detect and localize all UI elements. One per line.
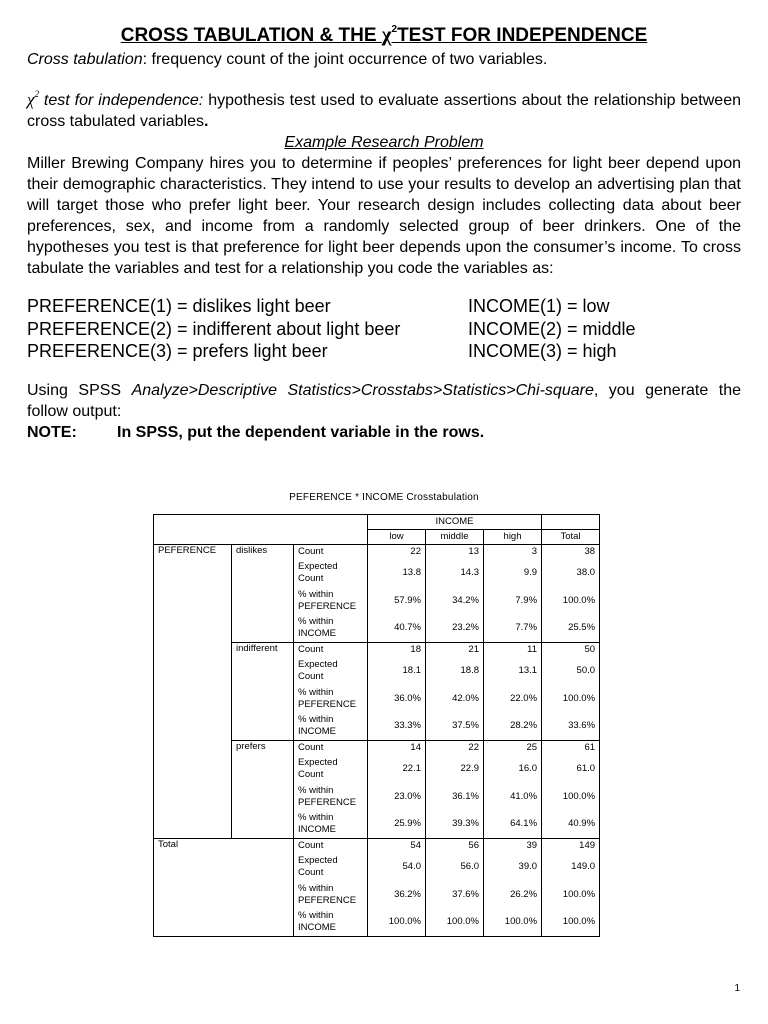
preference-code-3: PREFERENCE(3) = prefers light beer	[27, 341, 328, 361]
stat-label: Count	[294, 741, 368, 755]
stat-label: % within PEFERENCE	[294, 783, 368, 811]
preference-code-2: PREFERENCE(2) = indifferent about light beer	[27, 318, 401, 339]
cell-value: 54.0	[368, 853, 426, 881]
cell-value: 100.0%	[542, 909, 600, 937]
column-header-total: Total	[542, 530, 600, 545]
income-code-2: INCOME(2) = middle	[468, 318, 636, 339]
stat-label: Expected Count	[294, 755, 368, 783]
preference-code-1: PREFERENCE(1) = dislikes light beer	[27, 296, 331, 316]
cell-value: 37.6%	[426, 881, 484, 909]
chi-term: test for independence:	[38, 92, 204, 109]
stat-label: Expected Count	[294, 657, 368, 685]
crosstab-header-row	[154, 515, 600, 530]
spss-instructions: Using SPSS Analyze>Descriptive Statistics>Crosstabs>Statistics>Chi-square, you generate the follow output:	[27, 381, 742, 420]
title-prefix: CROSS TABULATION & THE	[120, 25, 382, 46]
group-label-prefers: prefers	[232, 741, 294, 839]
column-header-high: high	[484, 530, 542, 545]
cell-value: 22.0%	[484, 685, 542, 713]
group-label-dislikes: dislikes	[232, 545, 294, 643]
table-row	[154, 839, 600, 853]
cell-value: 9.9	[484, 559, 542, 587]
cell-value: 36.1%	[426, 783, 484, 811]
cell-value: 36.0%	[368, 685, 426, 713]
cell-value: 22.1	[368, 755, 426, 783]
note-label: NOTE:	[27, 423, 77, 441]
cell-value: 61	[542, 741, 600, 755]
cell-value: 7.9%	[484, 587, 542, 615]
cell-value: 64.1%	[484, 811, 542, 839]
cell-value: 149.0	[542, 853, 600, 881]
cell-value: 28.2%	[484, 713, 542, 741]
chi-text: hypothesis test used to evaluate assertions about the relationship between cross tabulated variables	[27, 92, 742, 130]
note-text: In SPSS, put the dependent variable in the rows.	[117, 423, 485, 441]
stat-label: % within PEFERENCE	[294, 587, 368, 615]
crosstab-table	[153, 514, 600, 937]
note	[27, 422, 741, 443]
stat-label: Count	[294, 643, 368, 657]
example-heading: Example Research Problem	[284, 134, 484, 151]
cell-value: 42.0%	[426, 685, 484, 713]
page-title	[27, 22, 741, 47]
page-number: 1	[734, 983, 740, 994]
column-header-middle: middle	[426, 530, 484, 545]
stat-label: % within INCOME	[294, 713, 368, 741]
cell-value: 3	[484, 545, 542, 559]
stat-label: % within INCOME	[294, 811, 368, 839]
stat-label: Count	[294, 839, 368, 853]
document-page	[27, 22, 741, 443]
cell-value: 36.2%	[368, 881, 426, 909]
cell-value: 25.9%	[368, 811, 426, 839]
cell-value: 7.7%	[484, 615, 542, 643]
column-header-low: low	[368, 530, 426, 545]
stat-label: Expected Count	[294, 559, 368, 587]
header-blank	[154, 515, 368, 545]
income-code-1: INCOME(1) = low	[468, 296, 610, 316]
stat-label: Expected Count	[294, 853, 368, 881]
stat-label: % within PEFERENCE	[294, 685, 368, 713]
stat-label: Count	[294, 545, 368, 559]
cell-value: 22	[426, 741, 484, 755]
cell-value: 18.1	[368, 657, 426, 685]
cell-value: 100.0%	[542, 685, 600, 713]
cell-value: 40.7%	[368, 615, 426, 643]
cell-value: 13.1	[484, 657, 542, 685]
cell-value: 50.0	[542, 657, 600, 685]
chi-symbol: $\chi^2$	[27, 89, 39, 109]
chi-square-definition: $\chi^2$ test for independence: hypothesis test used to evaluate assertions about the relationship between cross tabulated variables.	[27, 89, 742, 130]
cell-value: 23.0%	[368, 783, 426, 811]
stat-label: % within PEFERENCE	[294, 881, 368, 909]
cell-value: 40.9%	[542, 811, 600, 839]
cell-value: 56.0	[426, 853, 484, 881]
cell-value: 61.0	[542, 755, 600, 783]
cell-value: 22	[368, 545, 426, 559]
cell-value: 11	[484, 643, 542, 657]
cell-value: 34.2%	[426, 587, 484, 615]
cell-value: 50	[542, 643, 600, 657]
cell-value: 37.5%	[426, 713, 484, 741]
cell-value: 100.0%	[368, 909, 426, 937]
cell-value: 18	[368, 643, 426, 657]
income-code-3: INCOME(3) = high	[468, 341, 617, 361]
cell-value: 100.0%	[484, 909, 542, 937]
cell-value: 26.2%	[484, 881, 542, 909]
cell-value: 100.0%	[426, 909, 484, 937]
cell-value: 149	[542, 839, 600, 853]
cell-value: 25.5%	[542, 615, 600, 643]
cell-value: 39	[484, 839, 542, 853]
cross-tab-definition	[27, 49, 741, 70]
cell-value: 23.2%	[426, 615, 484, 643]
cell-value: 16.0	[484, 755, 542, 783]
total-header-blank	[542, 515, 600, 530]
cell-value: 38.0	[542, 559, 600, 587]
spss-menu-path: Analyze>Descriptive Statistics>Crosstabs>Statistics>Chi-square	[131, 381, 594, 399]
cell-value: 56	[426, 839, 484, 853]
cell-value: 13.8	[368, 559, 426, 587]
row-variable-label: PEFERENCE	[154, 545, 232, 839]
cell-value: 14	[368, 741, 426, 755]
cell-value: 33.3%	[368, 713, 426, 741]
cell-value: 22.9	[426, 755, 484, 783]
cell-value: 39.0	[484, 853, 542, 881]
cell-value: 41.0%	[484, 783, 542, 811]
cell-value: 14.3	[426, 559, 484, 587]
table-row	[154, 545, 600, 559]
group-label-indifferent: indifferent	[232, 643, 294, 741]
total-row-label: Total	[154, 839, 294, 937]
cell-value: 18.8	[426, 657, 484, 685]
problem-paragraph: Miller Brewing Company hires you to determine if peoples’ preferences for light beer depend upon their demographic characteristics. They intend to use your results to develop an advertising plan that will target those who prefer light beer. Your research design includes collecting data about beer preferences, sex, and income from a randomly selected group of beer drinkers. One of the hypotheses you test is that preference for light beer depends upon the consumer’s income. To cross tabulate the variables and test for a relationship you code the variables as:	[27, 155, 741, 277]
cross-tab-term: Cross tabulation	[27, 51, 143, 68]
stat-label: % within INCOME	[294, 615, 368, 643]
income-group-header: INCOME	[368, 515, 542, 530]
cell-value: 25	[484, 741, 542, 755]
variable-codes	[27, 295, 741, 363]
cell-value: 33.6%	[542, 713, 600, 741]
stat-label: % within INCOME	[294, 909, 368, 937]
cell-value: 100.0%	[542, 587, 600, 615]
cell-value: 100.0%	[542, 881, 600, 909]
cell-value: 100.0%	[542, 783, 600, 811]
cell-value: 13	[426, 545, 484, 559]
title-superscript: 2	[391, 24, 398, 35]
cell-value: 57.9%	[368, 587, 426, 615]
cell-value: 21	[426, 643, 484, 657]
cell-value: 38	[542, 545, 600, 559]
cell-value: 54	[368, 839, 426, 853]
cell-value: 39.3%	[426, 811, 484, 839]
title-chi-symbol: χ	[381, 22, 392, 46]
cross-tab-text: : frequency count of the joint occurrence of two variables.	[142, 51, 548, 68]
title-suffix: TEST FOR INDEPENDENCE	[397, 25, 648, 46]
crosstab-title: PEFERENCE * INCOME Crosstabulation	[289, 492, 479, 503]
